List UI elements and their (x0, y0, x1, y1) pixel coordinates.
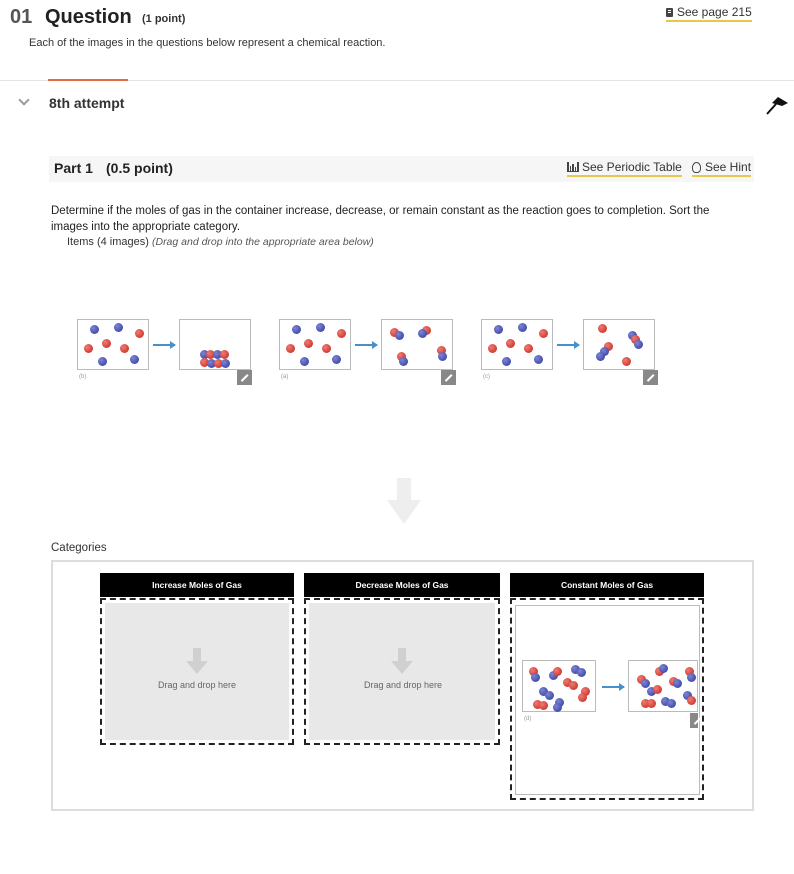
expand-icon[interactable] (237, 370, 252, 385)
drop-placeholder: Drag and drop here (363, 680, 443, 690)
hint-link[interactable] (692, 160, 751, 177)
item-caption: (b) (79, 374, 87, 380)
lightbulb-icon (692, 162, 701, 173)
tab-accent (48, 79, 128, 81)
items-subtext: (Drag and drop into the appropriate area below) (151, 236, 374, 248)
arrow-down-icon (391, 648, 413, 674)
arrow-down-icon (387, 478, 421, 524)
items-label (67, 236, 374, 248)
instructions: Determine if the moles of gas in the container increase, decrease, or remain constant as the reaction goes to completion. Sort the images into the appropriate category. (51, 205, 710, 233)
question-points: (1 point) (142, 13, 186, 25)
items-count: Items (4 images) (67, 236, 149, 248)
drop-zone-constant[interactable] (510, 598, 704, 800)
category-header-decrease: Decrease Moles of Gas (304, 573, 500, 597)
expand-icon[interactable] (441, 370, 456, 385)
part-title: Part 1 (54, 160, 93, 176)
periodic-table-icon (567, 162, 579, 172)
drop-zone-decrease[interactable] (304, 598, 500, 745)
item-caption: (a) (281, 374, 289, 380)
question-number: 01 (10, 6, 33, 28)
periodic-table-link[interactable] (567, 160, 682, 177)
book-icon (666, 8, 673, 17)
draggable-item-a[interactable] (279, 318, 457, 386)
item-caption: (d) (524, 716, 532, 722)
draggable-item-b[interactable] (77, 318, 255, 386)
chevron-down-icon[interactable] (18, 94, 29, 105)
expand-icon[interactable] (643, 370, 658, 385)
item-caption: (c) (483, 374, 490, 380)
draggable-item-d[interactable] (522, 660, 702, 730)
periodic-table-label: See Periodic Table (582, 160, 682, 174)
question-title: Question (45, 6, 132, 28)
question-intro: Each of the images in the questions below represent a chemical reaction. (29, 37, 386, 49)
drop-zone-increase[interactable] (100, 598, 294, 745)
see-page-label: See page 215 (677, 5, 752, 19)
part-points: (0.5 point) (106, 160, 173, 176)
draggable-item-c[interactable] (481, 318, 659, 386)
attempt-label[interactable]: 8th attempt (49, 95, 125, 111)
category-header-increase: Increase Moles of Gas (100, 573, 294, 597)
see-page-link[interactable] (666, 5, 752, 22)
drop-placeholder: Drag and drop here (157, 680, 237, 690)
arrow-down-icon (186, 648, 208, 674)
expand-icon[interactable] (690, 713, 698, 728)
categories-label: Categories (51, 542, 107, 554)
pin-icon[interactable] (764, 94, 790, 116)
category-header-constant: Constant Moles of Gas (510, 573, 704, 597)
hint-label: See Hint (705, 160, 752, 174)
